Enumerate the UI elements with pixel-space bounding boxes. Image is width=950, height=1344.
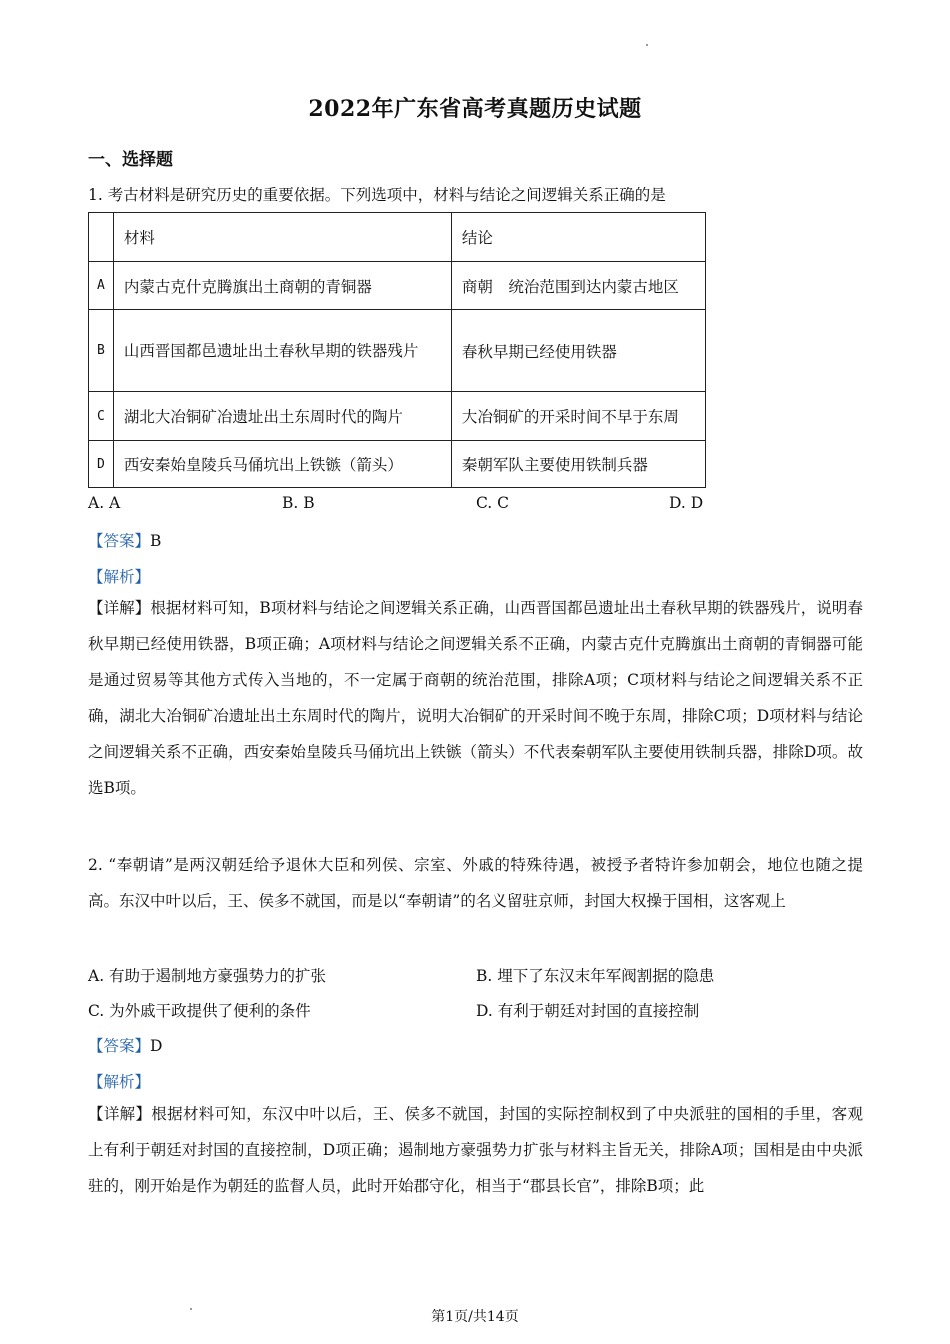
table-row (89, 310, 706, 392)
table-header-conclusion: 结论 (451, 213, 705, 262)
answer-tag: 【答案】 (88, 532, 151, 550)
q2-analysis-tag: 【解析】 (88, 1073, 151, 1091)
table-corner-cell (89, 213, 114, 262)
q1-option-c: C. C (476, 494, 510, 512)
row-material: 山西晋国都邑遗址出土春秋早期的铁器残片 (113, 310, 451, 392)
q2-option-b: B. 埋下了东汉末年军阀割据的隐患 (476, 967, 715, 985)
page-title: 2022年广东省高考真题历史试题 (308, 96, 642, 122)
q1-option-d: D. D (669, 494, 704, 512)
row-material: 湖北大冶铜矿冶遗址出土东周时代的陶片 (113, 392, 451, 441)
row-conclusion: 大冶铜矿的开采时间不早于东周 (451, 392, 705, 441)
q2-option-a: A. 有助于遏制地方豪强势力的扩张 (88, 967, 327, 985)
q2-stem: 2. “奉朝请”是两汉朝廷给予退休大臣和列侯、宗室、外戚的特殊待遇，被授予者特许参加朝会，地位也随之提高。东汉中叶以后，王、侯多不就国，而是以“奉朝请”的名义留驻京师，封国大权操于国相，这客观上 (88, 856, 863, 910)
q1-stem: 1. 考古材料是研究历史的重要依据。下列选项中，材料与结论之间逻辑关系正确的是 (88, 186, 666, 204)
row-letter: D (89, 441, 114, 488)
q2-answer (88, 1034, 162, 1056)
row-material: 内蒙古克什克腾旗出土商朝的青铜器 (113, 262, 451, 310)
scan-dot (646, 44, 648, 46)
q2-option-d: D. 有利于朝廷对封国的直接控制 (476, 1002, 700, 1020)
detail-tag: 【详解】 (88, 1105, 152, 1123)
page-footer: 第1页/共14页 (431, 1309, 519, 1325)
answer-value: B (150, 532, 162, 550)
row-letter: A (89, 262, 114, 310)
q1-option-b: B. B (282, 494, 315, 512)
row-conclusion: 秦朝军队主要使用铁制兵器 (451, 441, 705, 488)
q1-answer (88, 529, 161, 551)
q1-option-a: A. A (88, 494, 121, 512)
row-conclusion: 商朝 统治范围到达内蒙古地区 (451, 262, 705, 310)
detail-text: 根据材料可知，B项材料与结论之间逻辑关系正确，山西晋国都邑遗址出土春秋早期的铁器残片，说明春秋早期已经使用铁器，B项正确；A项材料与结论之间逻辑关系不正确，内蒙古克什克腾旗出土商朝的青铜器可能是通过贸易等其他方式传入当地的，不一定属于商朝的统治范围，排除A项；C项材料与结论之间逻辑关系不正确，湖北大冶铜矿冶遗址出土东周时代的陶片，说明大冶铜矿的开采时间不晚于东周，排除C项；D项材料与结论之间逻辑关系不正确，西安秦始皇陵兵马俑坑出上铁镞（箭头）不代表秦朝军队主要使用铁制兵器，排除D项。故选B项。 (88, 599, 863, 797)
q2-detail (88, 1096, 863, 1204)
table-header-material: 材料 (113, 213, 451, 262)
answer-tag: 【答案】 (88, 1037, 151, 1055)
answer-value: D (150, 1037, 163, 1055)
row-letter: C (89, 392, 114, 441)
detail-text: 根据材料可知，东汉中叶以后，王、侯多不就国，封国的实际控制权到了中央派驻的国相的手里，客观上有利于朝廷对封国的直接控制，D项正确；遏制地方豪强势力扩张与材料主旨无关，排除A项；国相是由中央派驻的，刚开始是作为朝廷的监督人员，此时开始郡守化，相当于“郡县长官”，排除B项；此 (88, 1105, 863, 1195)
q2-option-c: C. 为外戚干政提供了便利的条件 (88, 1002, 311, 1020)
q1-analysis-tag: 【解析】 (88, 568, 151, 586)
q1-table (88, 212, 706, 488)
q1-detail (88, 590, 863, 806)
table-row (89, 441, 706, 488)
table-row (89, 392, 706, 441)
row-letter: B (89, 310, 114, 392)
table-row (89, 262, 706, 310)
section-heading: 一、选择题 (88, 150, 173, 170)
row-conclusion: 春秋早期已经使用铁器 (451, 310, 705, 392)
row-material: 西安秦始皇陵兵马俑坑出上铁镞（箭头） (113, 441, 451, 488)
detail-tag: 【详解】 (88, 599, 151, 617)
table-header-row (89, 213, 706, 262)
